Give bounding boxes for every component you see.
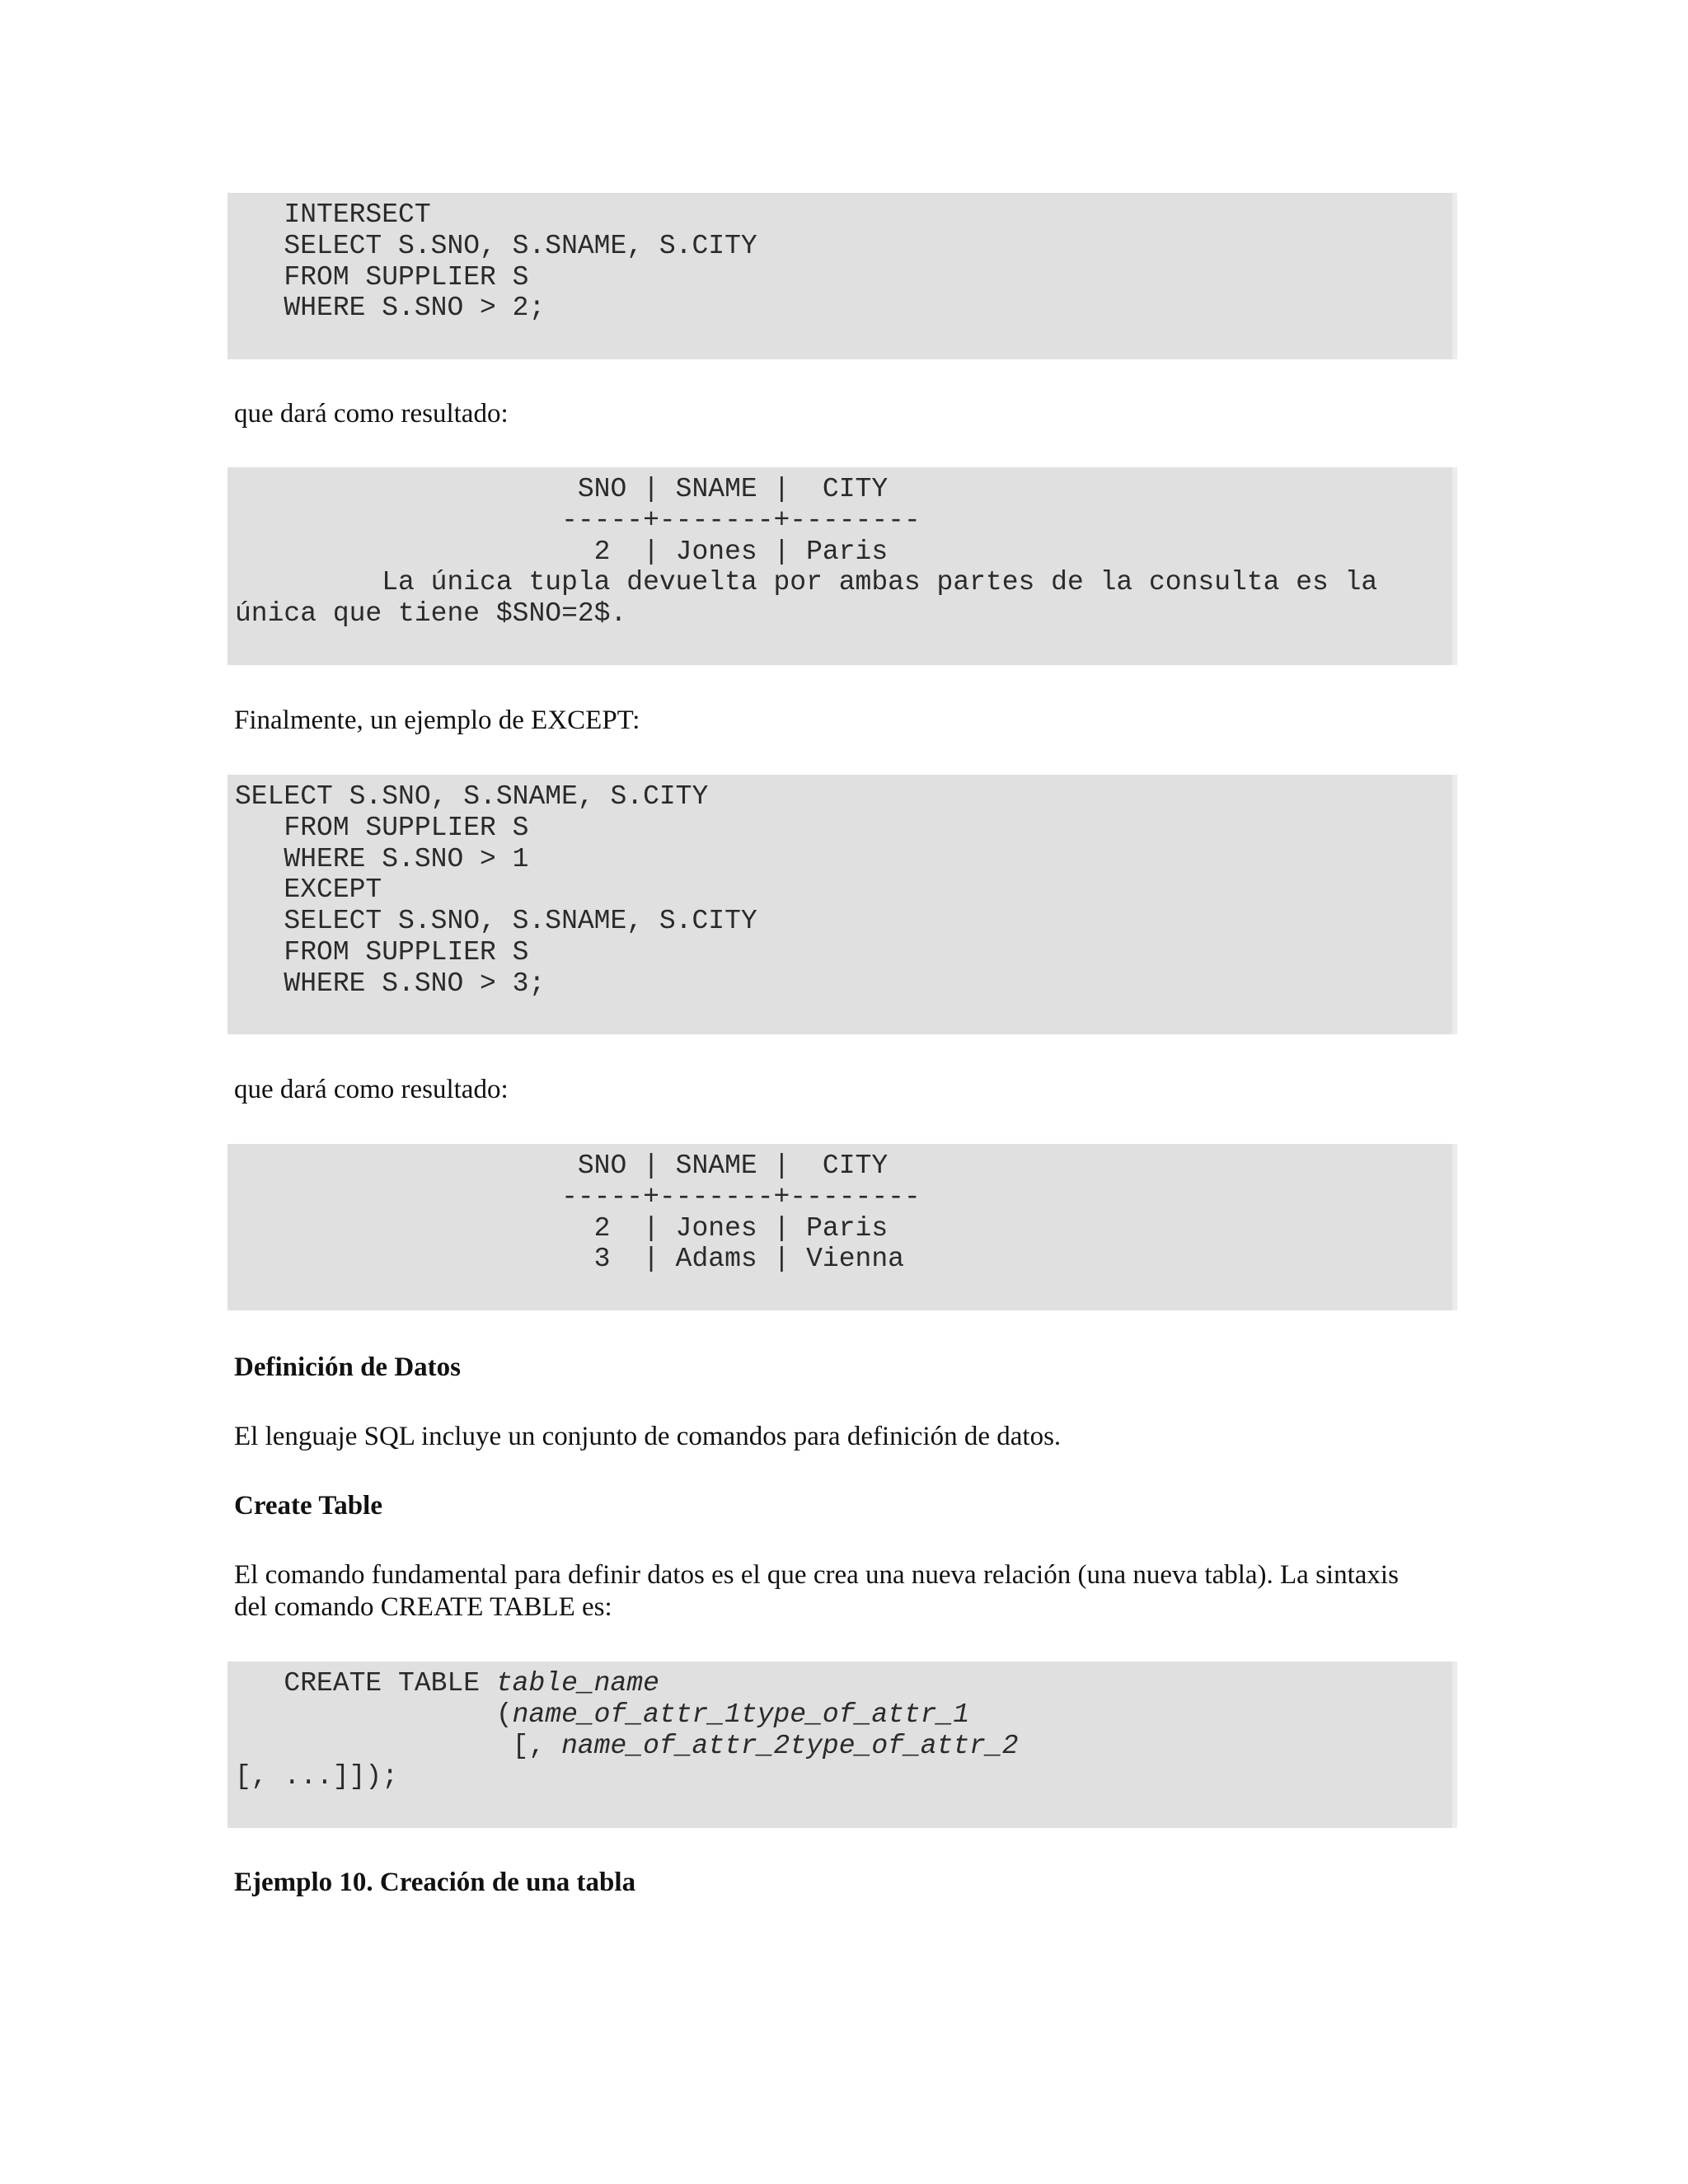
code-line — [235, 1668, 1452, 1699]
code-placeholder: table_name — [495, 1668, 659, 1699]
code-line: WHERE S.SNO > 1 — [235, 843, 529, 874]
code-line: SELECT S.SNO, S.SNAME, S.CITY — [235, 906, 757, 937]
section-heading-data-definition: Definición de Datos — [234, 1352, 461, 1382]
code-line: -----+-------+-------- — [235, 1181, 921, 1212]
code-line: SELECT S.SNO, S.SNAME, S.CITY — [235, 230, 757, 261]
code-line: [, ...]]); — [235, 1761, 399, 1793]
paragraph-result-intro-2: que dará como resultado: — [234, 1075, 509, 1104]
code-line: FROM SUPPLIER S — [235, 936, 529, 968]
code-block-except-result — [227, 1144, 1457, 1310]
paragraph-result-intro: que dará como resultado: — [234, 399, 509, 429]
code-block-create-table-syntax — [227, 1661, 1457, 1828]
code-line: INTERSECT — [235, 199, 431, 230]
code-line: EXCEPT — [235, 874, 382, 906]
code-line: WHERE S.SNO > 2; — [235, 293, 546, 324]
code-line — [235, 1731, 1452, 1762]
code-text: CREATE TABLE — [235, 1668, 496, 1699]
code-line: 3 | Adams | Vienna — [235, 1244, 904, 1275]
code-placeholder: name_of_attr_1type_of_attr_1 — [512, 1699, 970, 1730]
code-line: SELECT S.SNO, S.SNAME, S.CITY — [235, 781, 709, 812]
code-block-intersect-result — [227, 467, 1457, 665]
code-placeholder: name_of_attr_2type_of_attr_2 — [561, 1730, 1019, 1761]
code-line: SNO | SNAME | CITY — [235, 474, 889, 504]
code-line: -----+-------+-------- — [235, 504, 921, 536]
code-text: [, — [235, 1730, 562, 1761]
code-line: única que tiene $SNO=2$. — [235, 598, 627, 630]
code-line: FROM SUPPLIER S — [235, 261, 529, 293]
code-line: La única tupla devuelta por ambas partes de la consulta es la — [235, 567, 1378, 598]
section-heading-create-table: Create Table — [234, 1491, 382, 1521]
code-line: 2 | Jones | Paris — [235, 536, 889, 567]
paragraph-except-intro: Finalmente, un ejemplo de EXCEPT: — [234, 705, 640, 735]
paragraph-create-table-syntax: El comando fundamental para definir datos es el que crea una nueva relación (una nueva tabla). La sintaxis del comando CREATE TABLE es: — [234, 1560, 1399, 1622]
paragraph-sql-commands: El lenguaje SQL incluye un conjunto de comandos para definición de datos. — [234, 1422, 1062, 1451]
code-block-except — [227, 775, 1457, 1034]
code-line — [235, 1699, 1452, 1731]
code-block-intersect — [227, 193, 1457, 359]
code-line: 2 | Jones | Paris — [235, 1212, 889, 1244]
code-text: ( — [235, 1699, 513, 1730]
code-line: WHERE S.SNO > 3; — [235, 968, 546, 999]
section-heading-example-10: Ejemplo 10. Creación de una tabla — [234, 1868, 636, 1897]
code-line: SNO | SNAME | CITY — [235, 1151, 889, 1181]
code-line: FROM SUPPLIER S — [235, 812, 529, 843]
